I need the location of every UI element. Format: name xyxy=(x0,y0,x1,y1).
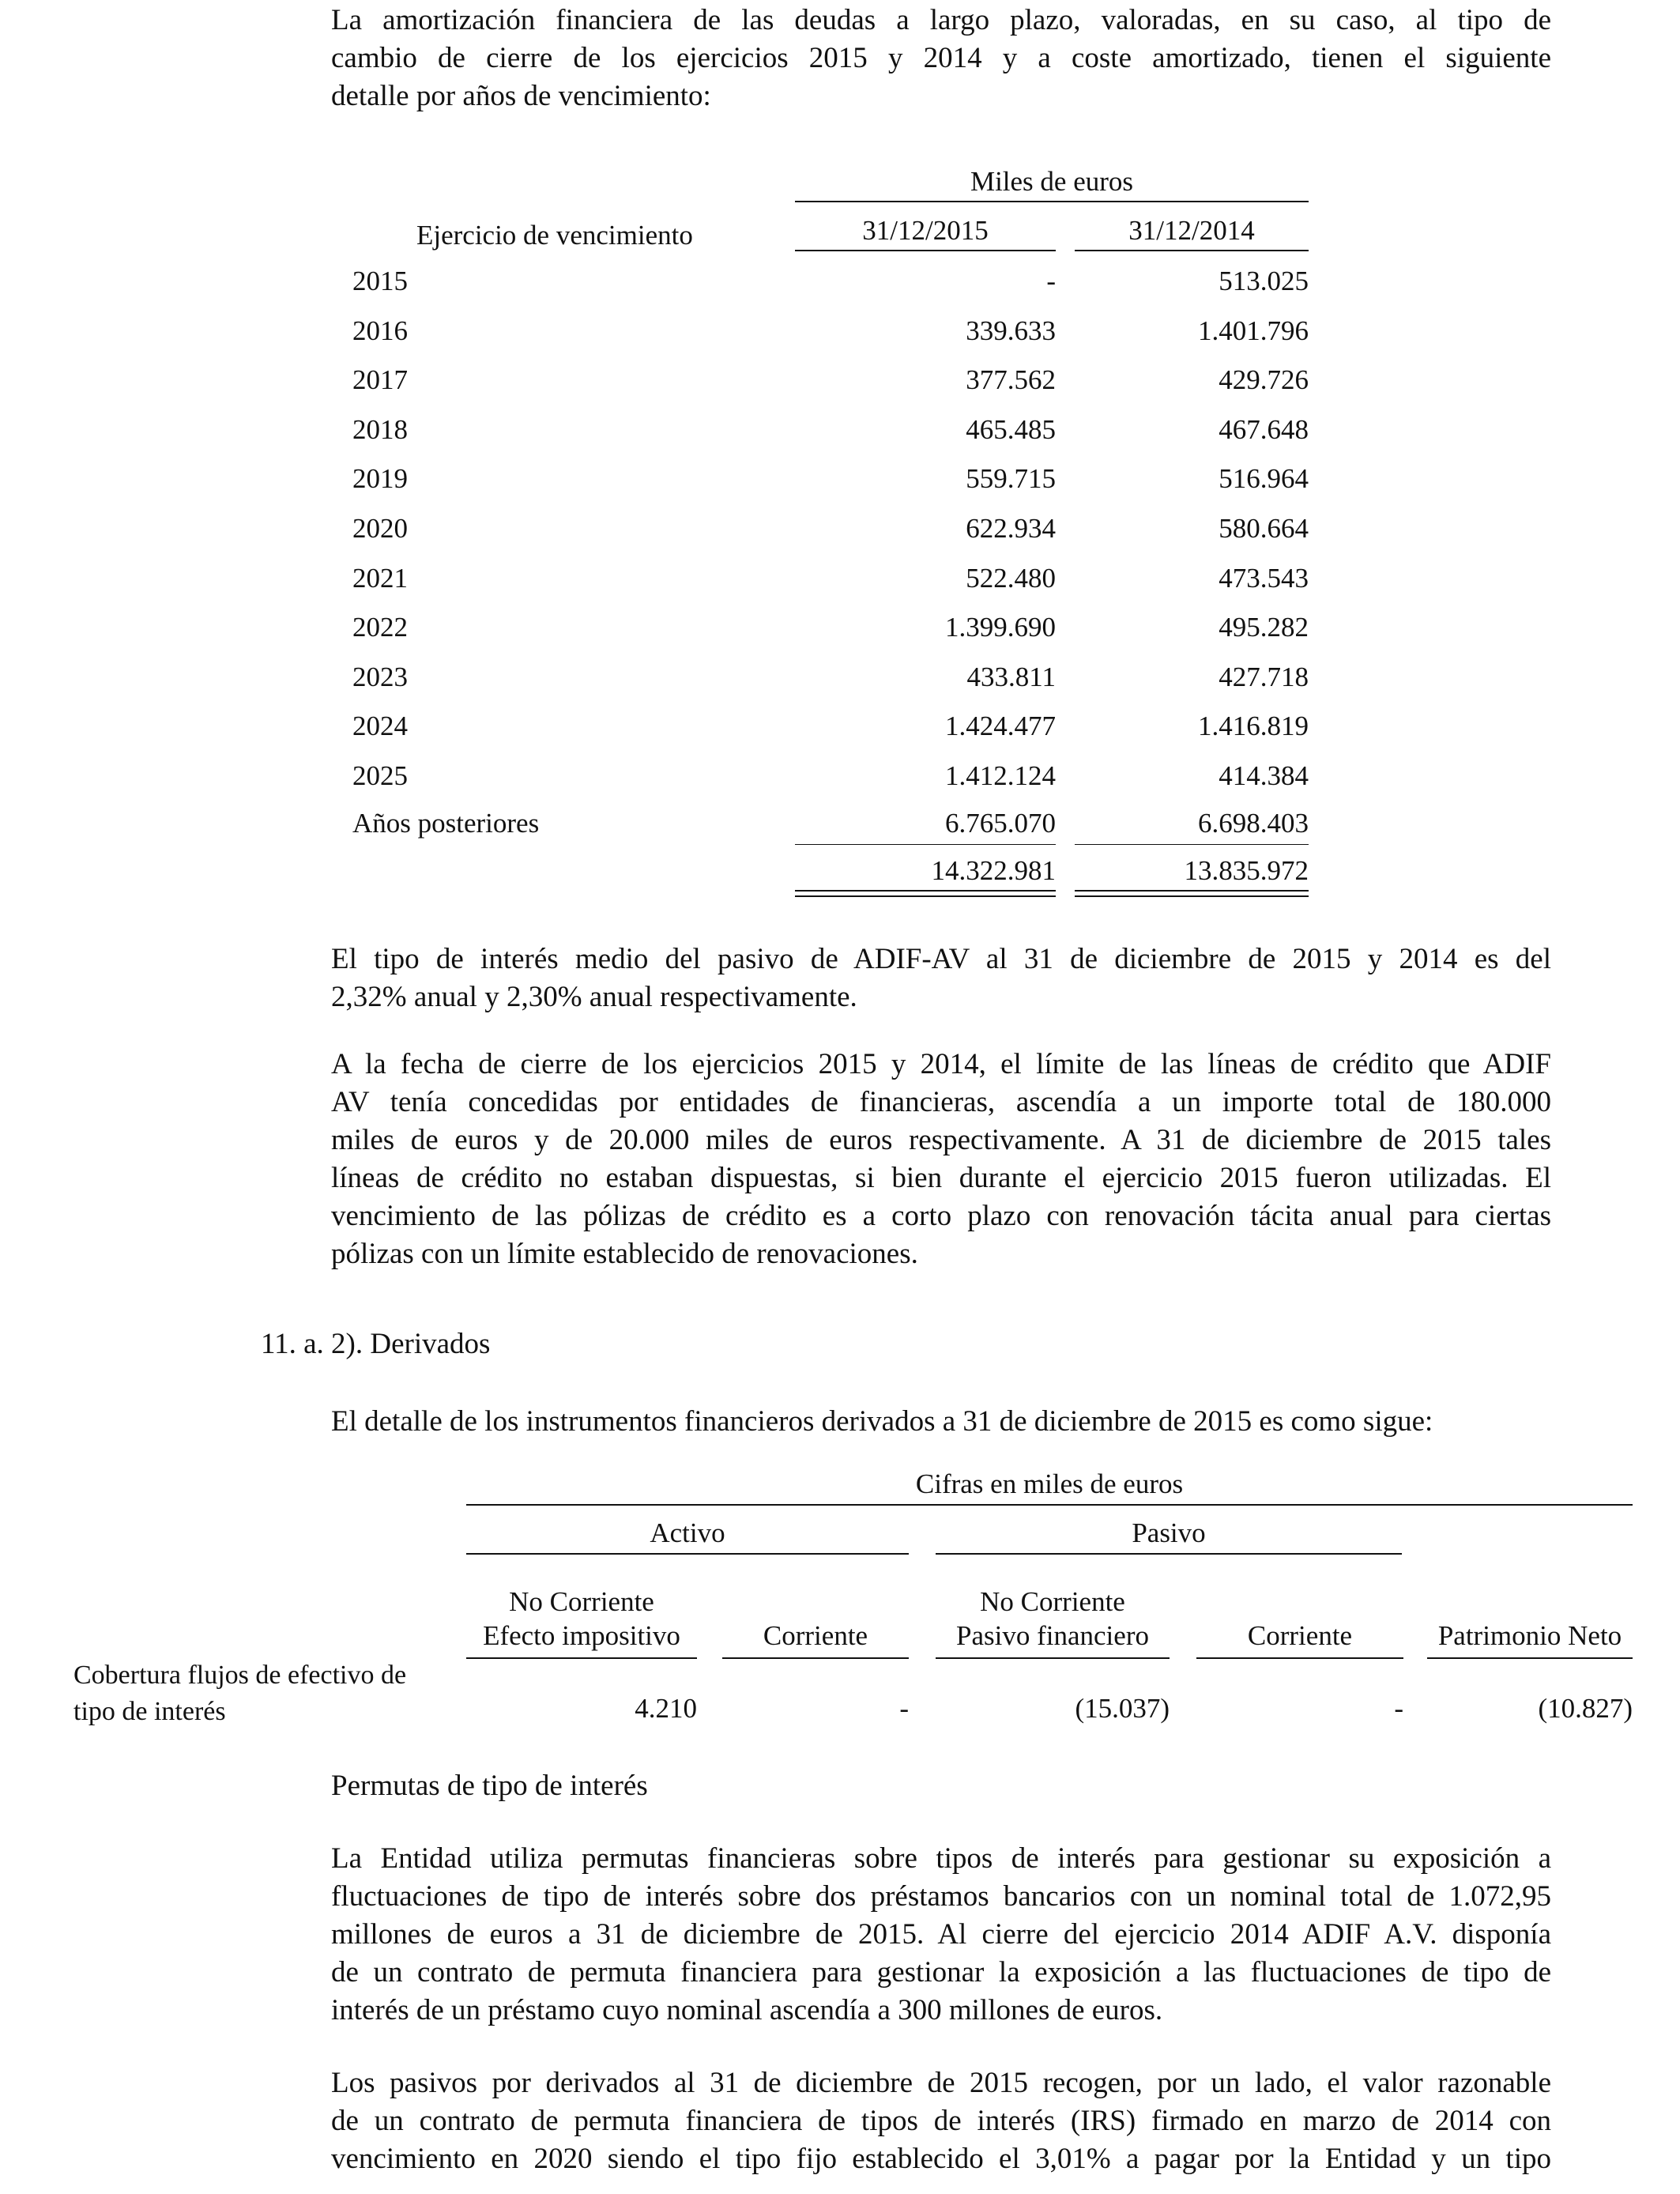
table-cell: 516.964 xyxy=(1219,463,1309,494)
text-line: miles de euros y de 20.000 miles de euros respectivamente. A 31 de diciembre de 2015 tales xyxy=(331,1124,1551,1156)
subtotal-rule xyxy=(795,844,1056,845)
table-cell: 495.282 xyxy=(1219,612,1309,643)
swaps-heading: Permutas de tipo de interés xyxy=(331,1770,648,1802)
text-line: 2,32% anual y 2,30% anual respectivamente. xyxy=(331,981,857,1013)
row-label: Cobertura flujos de efectivo de xyxy=(73,1661,407,1690)
row-label: 2023 xyxy=(352,662,408,692)
table-cell: 473.543 xyxy=(1219,563,1309,594)
row-label: 2024 xyxy=(352,711,408,741)
table-cell: 465.485 xyxy=(966,414,1056,445)
intro-paragraph xyxy=(331,2,1551,115)
text-line: AV tenía concedidas por entidades de financieras, ascendía a un importe total de 180.000 xyxy=(331,1086,1551,1118)
column-header: No Corriente xyxy=(980,1586,1125,1617)
column-rule xyxy=(1075,250,1309,251)
header-rule xyxy=(795,201,1309,202)
activo-rule xyxy=(466,1553,909,1555)
header-rule xyxy=(466,1504,1633,1506)
text-line: A la fecha de cierre de los ejercicios 2015 y 2014, el límite de las líneas de crédito que ADIF xyxy=(331,1048,1551,1080)
table-cell: - xyxy=(899,1693,909,1724)
subtotal-rule xyxy=(1075,844,1309,845)
text-line: La amortización financiera de las deudas a largo plazo, valoradas, en su caso, al tipo de xyxy=(331,4,1551,36)
table-cell: 1.424.477 xyxy=(945,711,1056,741)
column-rule xyxy=(1196,1657,1403,1659)
pasivo-header: Pasivo xyxy=(1132,1517,1206,1548)
text-line: vencimiento de las pólizas de crédito es a corto plazo con renovación tácita anual para ciertas xyxy=(331,1200,1551,1232)
table-cell: 429.726 xyxy=(1219,364,1309,395)
table-cell: 1.416.819 xyxy=(1198,711,1309,741)
column-rule xyxy=(936,1657,1170,1659)
table-cell: 414.384 xyxy=(1219,760,1309,791)
table-cell: 467.648 xyxy=(1219,414,1309,445)
table-cell: 1.399.690 xyxy=(945,612,1056,643)
table-cell: (15.037) xyxy=(1075,1693,1170,1724)
text-line: cambio de cierre de los ejercicios 2015 y 2014 y a coste amortizado, tienen el siguiente xyxy=(331,42,1551,74)
activo-header: Activo xyxy=(650,1517,725,1548)
row-label: 2022 xyxy=(352,612,408,643)
column-header: Efecto impositivo xyxy=(483,1620,680,1651)
row-label: tipo de interés xyxy=(73,1697,226,1726)
text-line: interés de un préstamo cuyo nominal ascendía a 300 millones de euros. xyxy=(331,1994,1163,2026)
derivatives-intro: El detalle de los instrumentos financieros derivados a 31 de diciembre de 2015 es como sigue: xyxy=(331,1405,1433,1438)
table-cell: 1.412.124 xyxy=(945,760,1056,791)
row-header: Ejercicio de vencimiento xyxy=(416,220,693,251)
table-cell: 4.210 xyxy=(635,1693,697,1724)
text-line: El tipo de interés medio del pasivo de ADIF-AV al 31 de diciembre de 2015 y 2014 es del xyxy=(331,943,1551,975)
table-cell: 427.718 xyxy=(1219,662,1309,692)
table-cell: 522.480 xyxy=(966,563,1056,594)
total-double-rule xyxy=(1075,890,1309,897)
total-2015: 14.322.981 xyxy=(931,855,1056,886)
table-cell: 513.025 xyxy=(1219,266,1309,296)
table-cell: 377.562 xyxy=(966,364,1056,395)
column-rule xyxy=(722,1657,909,1659)
text-line: Los pasivos por derivados al 31 de diciembre de 2015 recogen, por un lado, el valor razonable xyxy=(331,2067,1551,2099)
row-label: 2016 xyxy=(352,315,408,346)
row-label: 2017 xyxy=(352,364,408,395)
section-heading: 11. a. 2). Derivados xyxy=(261,1328,491,1360)
text-line: fluctuaciones de tipo de interés sobre dos préstamos bancarios con un nominal total de 1.072,95 xyxy=(331,1880,1551,1913)
table-cell: - xyxy=(1046,266,1056,296)
text-line: millones de euros a 31 de diciembre de 2015. Al cierre del ejercicio 2014 ADIF A.V. disponía xyxy=(331,1918,1551,1951)
table-cell: 1.401.796 xyxy=(1198,315,1309,346)
table-cell: 6.698.403 xyxy=(1198,808,1309,839)
column-header: Patrimonio Neto xyxy=(1437,1620,1622,1651)
column-header-2015: 31/12/2015 xyxy=(862,215,989,246)
row-label: 2020 xyxy=(352,513,408,544)
column-header: Pasivo financiero xyxy=(956,1620,1149,1651)
column-header: No Corriente xyxy=(509,1586,654,1617)
row-label: 2019 xyxy=(352,463,408,494)
table-cell: 6.765.070 xyxy=(945,808,1056,839)
table-cell: 559.715 xyxy=(966,463,1056,494)
row-label: 2018 xyxy=(352,414,408,445)
row-label: 2025 xyxy=(352,760,408,791)
text-line: líneas de crédito no estaban dispuestas, si bien durante el ejercicio 2015 fueron utilizadas. El xyxy=(331,1162,1551,1194)
credit-lines-paragraph xyxy=(331,1046,1551,1273)
table-group-header: Miles de euros xyxy=(970,166,1134,197)
text-line: vencimiento en 2020 siendo el tipo fijo establecido el 3,01% a pagar por la Entidad y un tipo xyxy=(331,2143,1551,2175)
text-line: pólizas con un límite establecido de renovaciones. xyxy=(331,1238,918,1270)
pasivo-rule xyxy=(936,1553,1402,1555)
column-header: Corriente xyxy=(1247,1620,1353,1651)
column-header-2014: 31/12/2014 xyxy=(1128,215,1255,246)
column-rule xyxy=(795,250,1056,251)
text-line: de un contrato de permuta financiera para gestionar la exposición a las fluctuaciones de tipo de xyxy=(331,1956,1551,1989)
interest-rate-paragraph xyxy=(331,941,1551,1016)
column-header: Corriente xyxy=(763,1620,868,1651)
table-cell: (10.827) xyxy=(1538,1693,1633,1724)
row-label: Años posteriores xyxy=(352,808,540,839)
column-rule xyxy=(1427,1657,1633,1659)
table-cell: 339.633 xyxy=(966,315,1056,346)
row-label: 2021 xyxy=(352,563,408,594)
text-line: La Entidad utiliza permutas financieras sobre tipos de interés para gestionar su exposición a xyxy=(331,1842,1551,1875)
table-cell: - xyxy=(1394,1693,1403,1724)
liabilities-paragraph xyxy=(331,2064,1551,2178)
text-line: de un contrato de permuta financiera de tipos de interés (IRS) firmado en marzo de 2014 con xyxy=(331,2105,1551,2137)
total-2014: 13.835.972 xyxy=(1184,855,1309,886)
table-cell: 622.934 xyxy=(966,513,1056,544)
table-cell: 580.664 xyxy=(1219,513,1309,544)
table-cell: 433.811 xyxy=(966,662,1056,692)
text-line: detalle por años de vencimiento: xyxy=(331,80,711,112)
column-rule xyxy=(466,1657,697,1659)
total-double-rule xyxy=(795,890,1056,897)
table-group-header: Cifras en miles de euros xyxy=(915,1468,1184,1499)
row-label: 2015 xyxy=(352,266,408,296)
swaps-paragraph xyxy=(331,1840,1551,2030)
